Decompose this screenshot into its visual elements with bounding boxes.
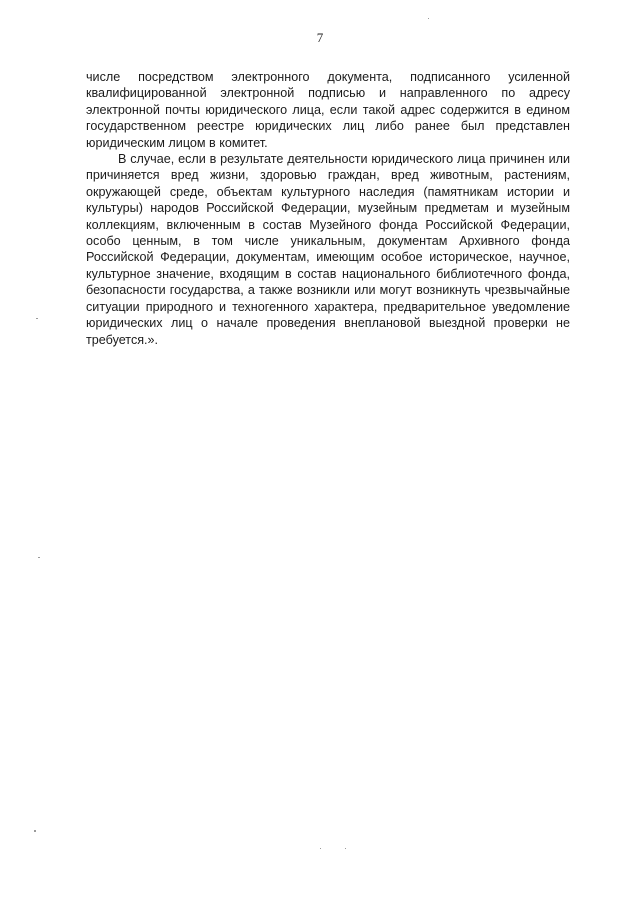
scan-artifact <box>34 830 36 832</box>
scan-artifact <box>38 557 40 558</box>
paragraph-main: В случае, если в результате деятельности юридического лица причинен или причиняется вред жизни, здоровью граждан, вред животным, растениям, окружающей среде, объектам культурного наследия (памятникам истории и культуры) народов Российской Федерации, музейным предметам и музейным коллекциям, включенным в состав Музейного фонда Российской Федерации, особо ценным, в том числе уникальным, документам Архивного фонда Российской Федерации, документам, имеющим особое историческое, научное, культурное значение, входящим в состав национального библиотечного фонда, безопасности государства, а также возникли или могут возникнуть чрезвычайные ситуации природного и техногенного характера, предварительное уведомление юридических лиц о начале проведения внеплановой выездной проверки не требуется.». <box>86 152 570 347</box>
page-number: 7 <box>316 30 324 45</box>
scan-artifact <box>320 848 321 849</box>
scan-artifact <box>36 318 38 319</box>
scan-artifact <box>428 18 429 19</box>
scan-artifact <box>345 848 346 849</box>
document-body <box>86 69 570 348</box>
paragraph-continuation: числе посредством электронного документа, подписанного усиленной квалифицированной электронной подписью и направленного по адресу электронной почты юридического лица, если такой адрес содержится в едином государственном реестре юридических лиц либо ранее был представлен юридическим лицом в комитет. <box>86 70 570 150</box>
